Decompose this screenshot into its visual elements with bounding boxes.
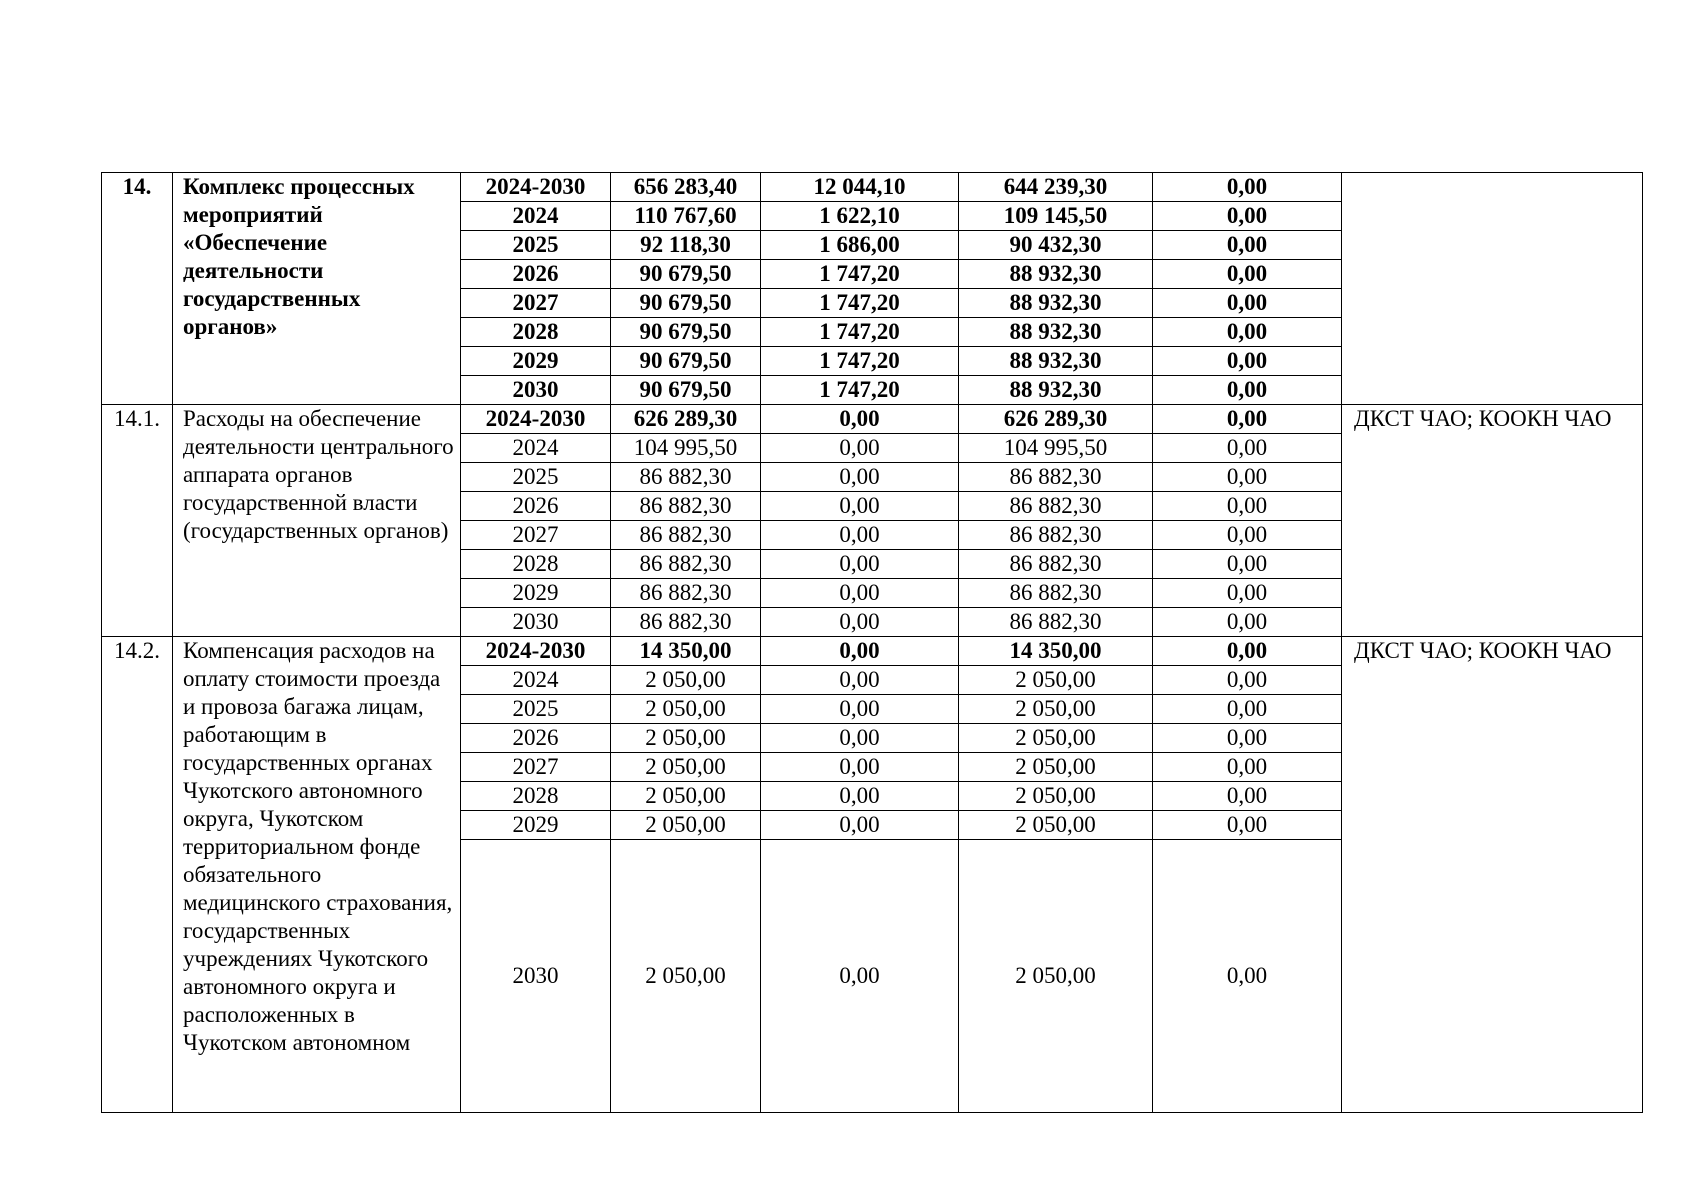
value-cell: 0,00 — [761, 782, 959, 811]
total-cell: 2 050,00 — [611, 782, 761, 811]
section-number: 14.1. — [102, 405, 173, 637]
section-title: Комплекс процессных мероприятий «Обеспечение деятельности государственных органов» — [173, 173, 461, 405]
value-cell: 0,00 — [1153, 637, 1342, 666]
total-cell: 2 050,00 — [611, 753, 761, 782]
period-cell: 2028 — [461, 782, 611, 811]
value-cell: 0,00 — [761, 521, 959, 550]
value-cell: 0,00 — [1153, 492, 1342, 521]
total-cell: 86 882,30 — [611, 608, 761, 637]
period-cell: 2025 — [461, 695, 611, 724]
value-cell: 626 289,30 — [959, 405, 1153, 434]
value-cell: 0,00 — [1153, 202, 1342, 231]
period-cell: 2030 — [461, 608, 611, 637]
value-cell: 0,00 — [761, 434, 959, 463]
period-cell: 2028 — [461, 550, 611, 579]
value-cell: 0,00 — [1153, 289, 1342, 318]
period-cell: 2027 — [461, 753, 611, 782]
value-cell: 0,00 — [1153, 550, 1342, 579]
total-cell: 90 679,50 — [611, 376, 761, 405]
value-cell: 2 050,00 — [959, 666, 1153, 695]
value-cell: 0,00 — [761, 724, 959, 753]
value-cell: 0,00 — [1153, 376, 1342, 405]
value-cell: 86 882,30 — [959, 550, 1153, 579]
value-cell: 1 747,20 — [761, 376, 959, 405]
value-cell: 0,00 — [761, 695, 959, 724]
value-cell: 1 747,20 — [761, 260, 959, 289]
period-cell: 2024-2030 — [461, 173, 611, 202]
total-cell: 86 882,30 — [611, 463, 761, 492]
value-cell: 1 747,20 — [761, 347, 959, 376]
period-cell: 2027 — [461, 521, 611, 550]
total-cell: 90 679,50 — [611, 347, 761, 376]
table-row — [102, 637, 1643, 666]
total-cell: 86 882,30 — [611, 550, 761, 579]
period-cell: 2024-2030 — [461, 405, 611, 434]
value-cell: 0,00 — [761, 463, 959, 492]
value-cell: 0,00 — [761, 666, 959, 695]
period-cell: 2026 — [461, 492, 611, 521]
responsible-cell — [1342, 173, 1643, 405]
period-cell: 2025 — [461, 463, 611, 492]
period-cell: 2024 — [461, 202, 611, 231]
value-cell: 0,00 — [1153, 811, 1342, 840]
total-cell: 2 050,00 — [611, 666, 761, 695]
value-cell: 0,00 — [1153, 666, 1342, 695]
value-cell: 0,00 — [1153, 608, 1342, 637]
value-cell: 0,00 — [1153, 231, 1342, 260]
section-number: 14. — [102, 173, 173, 405]
budget-table — [101, 172, 1643, 1113]
total-cell: 626 289,30 — [611, 405, 761, 434]
value-cell: 0,00 — [1153, 724, 1342, 753]
value-cell: 0,00 — [761, 637, 959, 666]
period-cell: 2030 — [461, 376, 611, 405]
period-cell: 2029 — [461, 811, 611, 840]
value-cell: 2 050,00 — [959, 753, 1153, 782]
value-cell: 0,00 — [1153, 782, 1342, 811]
value-cell: 0,00 — [1153, 434, 1342, 463]
value-cell: 88 932,30 — [959, 347, 1153, 376]
value-cell: 12 044,10 — [761, 173, 959, 202]
value-cell: 2 050,00 — [959, 840, 1153, 1113]
total-cell: 2 050,00 — [611, 695, 761, 724]
value-cell: 88 932,30 — [959, 376, 1153, 405]
period-cell: 2026 — [461, 724, 611, 753]
value-cell: 1 622,10 — [761, 202, 959, 231]
value-cell: 86 882,30 — [959, 463, 1153, 492]
table-body — [102, 173, 1643, 1113]
period-cell: 2028 — [461, 318, 611, 347]
value-cell: 86 882,30 — [959, 492, 1153, 521]
value-cell: 0,00 — [1153, 405, 1342, 434]
value-cell: 104 995,50 — [959, 434, 1153, 463]
table-row — [102, 405, 1643, 434]
value-cell: 0,00 — [1153, 521, 1342, 550]
total-cell: 86 882,30 — [611, 492, 761, 521]
value-cell: 2 050,00 — [959, 782, 1153, 811]
value-cell: 0,00 — [761, 492, 959, 521]
section-number: 14.2. — [102, 637, 173, 1113]
total-cell: 2 050,00 — [611, 840, 761, 1113]
total-cell: 86 882,30 — [611, 521, 761, 550]
total-cell: 110 767,60 — [611, 202, 761, 231]
value-cell: 0,00 — [1153, 695, 1342, 724]
period-cell: 2029 — [461, 347, 611, 376]
value-cell: 2 050,00 — [959, 695, 1153, 724]
total-cell: 2 050,00 — [611, 811, 761, 840]
value-cell: 0,00 — [1153, 347, 1342, 376]
total-cell: 104 995,50 — [611, 434, 761, 463]
period-cell: 2029 — [461, 579, 611, 608]
total-cell: 14 350,00 — [611, 637, 761, 666]
period-cell: 2024-2030 — [461, 637, 611, 666]
value-cell: 0,00 — [761, 579, 959, 608]
section-title: Расходы на обеспечение деятельности центрального аппарата органов государственной власти (государственных органов) — [173, 405, 461, 637]
value-cell: 0,00 — [1153, 840, 1342, 1113]
value-cell: 0,00 — [1153, 260, 1342, 289]
value-cell: 1 747,20 — [761, 289, 959, 318]
value-cell: 0,00 — [1153, 318, 1342, 347]
total-cell: 92 118,30 — [611, 231, 761, 260]
value-cell: 0,00 — [761, 840, 959, 1113]
total-cell: 86 882,30 — [611, 579, 761, 608]
value-cell: 88 932,30 — [959, 289, 1153, 318]
value-cell: 86 882,30 — [959, 608, 1153, 637]
total-cell: 90 679,50 — [611, 289, 761, 318]
section-title: Компенсация расходов на оплату стоимости проезда и провоза багажа лицам, работающим в государственных органах Чукотского автономного округа, Чукотском территориальном фонде обязательного медицинского страхования, государственных учреждениях Чукотского автономного округа и расположенных в Чукотском автономном — [173, 637, 461, 1113]
value-cell: 0,00 — [761, 405, 959, 434]
value-cell: 88 932,30 — [959, 318, 1153, 347]
total-cell: 90 679,50 — [611, 318, 761, 347]
value-cell: 0,00 — [761, 753, 959, 782]
value-cell: 0,00 — [761, 811, 959, 840]
table-row — [102, 173, 1643, 202]
value-cell: 14 350,00 — [959, 637, 1153, 666]
period-cell: 2025 — [461, 231, 611, 260]
period-cell: 2024 — [461, 434, 611, 463]
value-cell: 0,00 — [761, 550, 959, 579]
value-cell: 0,00 — [1153, 173, 1342, 202]
value-cell: 90 432,30 — [959, 231, 1153, 260]
value-cell: 0,00 — [1153, 463, 1342, 492]
responsible-cell: ДКСТ ЧАО; КООКН ЧАО — [1342, 637, 1643, 1113]
value-cell: 88 932,30 — [959, 260, 1153, 289]
value-cell: 86 882,30 — [959, 521, 1153, 550]
value-cell: 0,00 — [761, 608, 959, 637]
total-cell: 90 679,50 — [611, 260, 761, 289]
value-cell: 644 239,30 — [959, 173, 1153, 202]
value-cell: 0,00 — [1153, 579, 1342, 608]
period-cell: 2026 — [461, 260, 611, 289]
responsible-cell: ДКСТ ЧАО; КООКН ЧАО — [1342, 405, 1643, 637]
period-cell: 2024 — [461, 666, 611, 695]
value-cell: 1 747,20 — [761, 318, 959, 347]
value-cell: 1 686,00 — [761, 231, 959, 260]
value-cell: 2 050,00 — [959, 811, 1153, 840]
period-cell: 2027 — [461, 289, 611, 318]
value-cell: 2 050,00 — [959, 724, 1153, 753]
value-cell: 109 145,50 — [959, 202, 1153, 231]
period-cell: 2030 — [461, 840, 611, 1113]
value-cell: 0,00 — [1153, 753, 1342, 782]
total-cell: 656 283,40 — [611, 173, 761, 202]
value-cell: 86 882,30 — [959, 579, 1153, 608]
total-cell: 2 050,00 — [611, 724, 761, 753]
